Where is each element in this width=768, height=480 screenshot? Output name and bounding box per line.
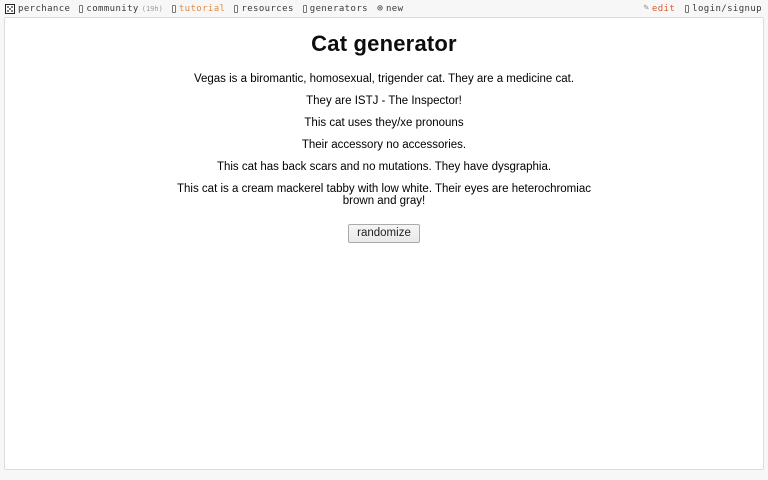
nav-item-tutorial[interactable] (172, 4, 226, 14)
circled-plus-icon: ⊕ (376, 2, 383, 14)
nav-item-label: resources (241, 3, 294, 14)
community-count-badge: (19h) (141, 4, 163, 13)
dice-icon (5, 4, 15, 14)
cat-pronouns-line: This cat uses they/xe pronouns (304, 117, 464, 129)
emoji-placeholder-icon (303, 5, 307, 13)
generator-output-panel (4, 17, 764, 470)
emoji-placeholder-icon (79, 5, 83, 13)
brand-label: perchance (18, 3, 71, 14)
cat-identity-line: Vegas is a biromantic, homosexual, trigender cat. They are a medicine cat. (193, 73, 575, 85)
nav-item-resources[interactable] (234, 4, 293, 14)
nav-item-label: new (385, 3, 404, 14)
cat-appearance-line: This cat is a cream mackerel tabby with low white. Their eyes are heterochromiac brown and gray! (177, 183, 591, 207)
cat-scars-line: This cat has back scars and no mutations. They have dysgraphia. (216, 161, 552, 173)
navbar-left-group (5, 4, 403, 14)
cat-accessory-line: Their accessory no accessories. (301, 139, 467, 151)
pencil-icon: ✎ (643, 3, 649, 13)
nav-item-generators[interactable] (303, 4, 368, 14)
emoji-placeholder-icon (172, 5, 176, 13)
nav-item-new[interactable] (377, 4, 404, 14)
nav-item-label: tutorial (178, 3, 226, 14)
top-navbar (0, 0, 768, 17)
nav-item-community[interactable] (79, 4, 162, 14)
page-title: Cat generator (311, 31, 457, 56)
emoji-placeholder-icon (234, 5, 238, 13)
emoji-placeholder-icon (685, 5, 689, 13)
login-signup-label: login/signup (692, 3, 762, 14)
login-signup-link[interactable] (685, 4, 762, 14)
generated-cat-description (174, 73, 594, 207)
randomize-button[interactable]: randomize (348, 224, 420, 243)
navbar-right-group (643, 4, 762, 14)
nav-item-label: generators (309, 3, 368, 14)
edit-link[interactable] (643, 4, 675, 14)
brand-link-perchance[interactable] (5, 4, 70, 14)
edit-label: edit (651, 3, 676, 14)
nav-item-label: community (86, 3, 139, 14)
cat-mbti-line: They are ISTJ - The Inspector! (306, 95, 462, 107)
